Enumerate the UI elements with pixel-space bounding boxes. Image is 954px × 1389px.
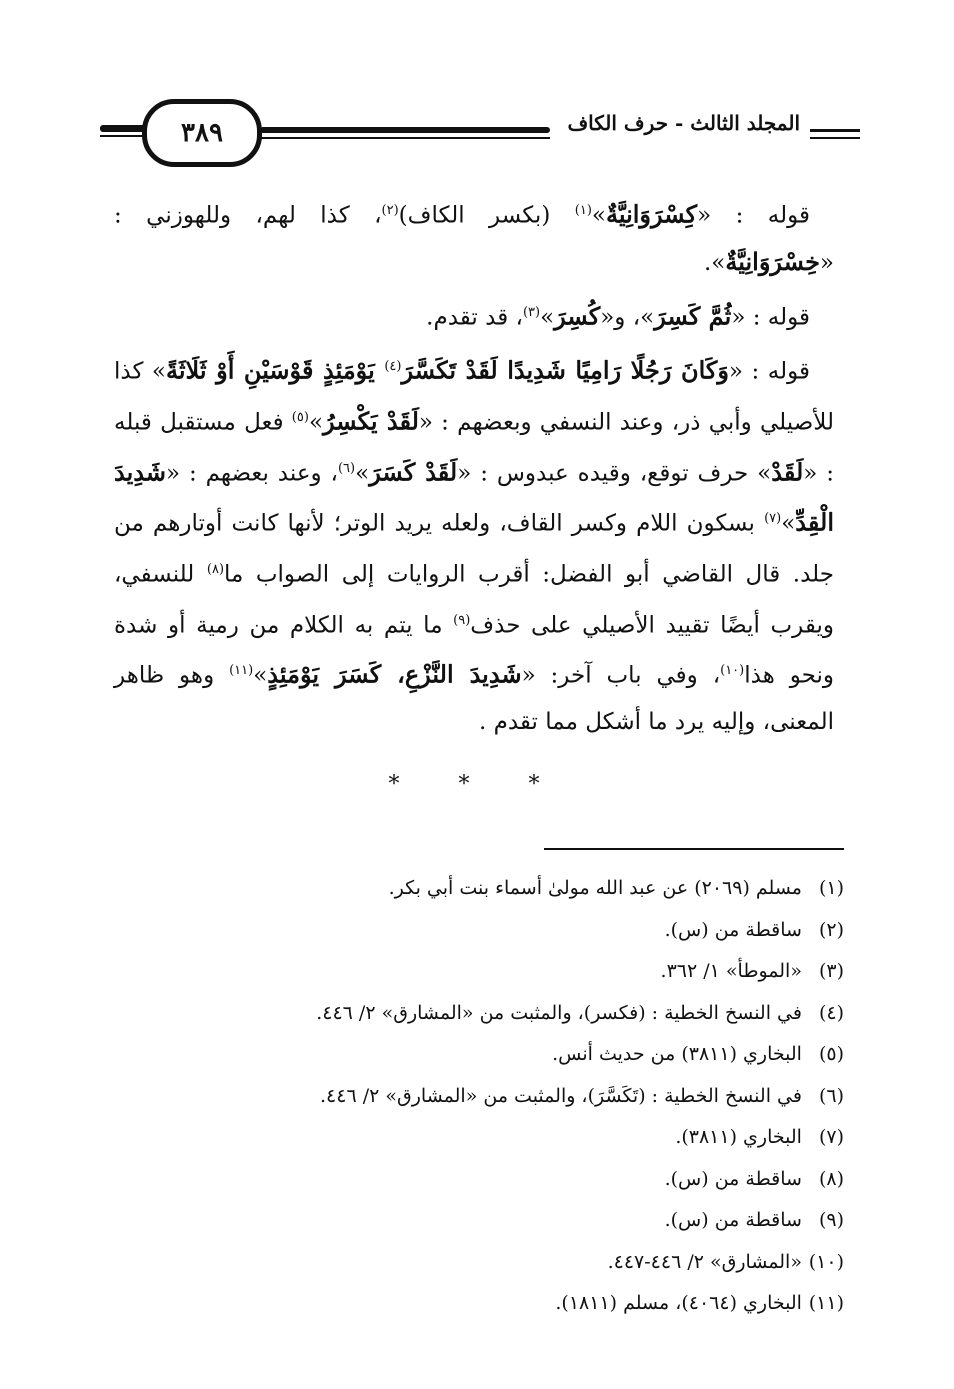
- footnote-number: (٧): [818, 1126, 844, 1148]
- text: ، كذا لهم، وللهوزني : «: [114, 202, 834, 276]
- footnote-item: [124, 1200, 844, 1242]
- text: بسكون اللام وكسر القاف، ولعله يريد الوتر؛ لأنها كانت أوتارهم من جلد. قال القاضي أبو الفضل: أقرب الروايات إلى الصواب ما: [114, 510, 835, 588]
- quoted-word: لَقَدْ: [771, 457, 804, 487]
- text: ، وفي باب آخر: «: [521, 662, 721, 689]
- footnote-ref: (١): [574, 203, 592, 218]
- page-header: [100, 95, 860, 165]
- text: »: [540, 304, 555, 331]
- text: »: [781, 510, 796, 537]
- footnote-text: «الموطأ» ١/ ٣٦٢.: [660, 960, 802, 982]
- text: ما يتم به الكلام من رمية أو شدة ونحو هذا: [114, 612, 834, 689]
- header-rule: [810, 129, 860, 132]
- footnote-ref: (٣): [522, 304, 541, 320]
- footnote-ref: (٦): [337, 460, 356, 476]
- footnote-item: [124, 910, 844, 952]
- quoted-word: وَكَانَ رَجُلًا رَامِيًا شَدِيدًا لَقَدْ تَكَسَّرَ: [401, 355, 729, 385]
- footnote-ref: (١١): [229, 663, 254, 679]
- footnote-number: (١٠): [808, 1250, 844, 1273]
- footnote-ref: (٤): [384, 359, 402, 375]
- footnote-number: (٢): [818, 918, 844, 941]
- footnote-item: [124, 993, 844, 1035]
- text: » كذا للأصيلي وأبي ذر، وعند النسفي وبعضهم : «: [114, 358, 834, 436]
- footnote-ref: (٧): [764, 511, 782, 527]
- text: قوله : «: [731, 304, 810, 331]
- footnote-ref: (٩): [453, 612, 471, 628]
- footnote-text: «المشارق» ٢/ ٤٤٦-٤٤٧.: [607, 1250, 802, 1273]
- main-text: [114, 188, 834, 749]
- paragraph-2: [114, 290, 834, 341]
- quoted-word: لَقَدْ يَكْسِرُ: [323, 406, 419, 436]
- text: »، و«: [600, 304, 655, 331]
- footnote-text: البخاري (٣٨١١).: [675, 1126, 802, 1148]
- header-rule: [260, 137, 550, 139]
- footnote-item: [124, 951, 844, 993]
- footnotes: [124, 868, 844, 1325]
- text: ، قد تقدم.: [426, 304, 523, 331]
- footnote-text: ساقطة من (س).: [664, 918, 802, 941]
- footnote-item: [124, 1242, 844, 1284]
- quoted-word: يَوْمَئِذٍ قَوْسَيْنِ أَوْ ثَلَاثَةً: [166, 355, 385, 385]
- paragraph-1: [114, 188, 834, 286]
- text: »: [355, 460, 370, 487]
- footnote-item: [124, 1034, 844, 1076]
- quoted-word: لَقَدْ كَسَرَ: [369, 457, 458, 487]
- footnote-text: البخاري (٣٨١١) من حديث أنس.: [552, 1043, 802, 1065]
- text: قوله : «: [728, 358, 810, 385]
- quoted-word: كِسْرَوَانِيَّةٌ: [605, 199, 698, 229]
- footnote-number: (٦): [818, 1084, 844, 1107]
- footnote-number: (٥): [818, 1043, 844, 1065]
- text: ».: [703, 249, 726, 276]
- footnote-text: ساقطة من (س).: [664, 1209, 802, 1231]
- header-rule: [260, 127, 550, 133]
- header-rule: [810, 137, 860, 139]
- text: »: [591, 202, 606, 229]
- footnote-number: (٤): [818, 1001, 844, 1024]
- footnote-item: [124, 868, 844, 910]
- section-separator: * * *: [388, 772, 566, 797]
- text: للنسفي، ويقرب أيضًا تقييد الأصيلي على حذف: [114, 561, 834, 639]
- text: ، وعند بعضهم : «: [165, 460, 338, 487]
- footnote-text: في النسخ الخطية : (فكسر)، والمثبت من «المشارق» ٢/ ٤٤٦.: [316, 1001, 802, 1024]
- quoted-word: خِسْرَوَانِيَّةٌ: [725, 246, 820, 276]
- running-head: المجلد الثالث - حرف الكاف: [567, 111, 800, 135]
- text: فعل مستقبل قبله : «: [114, 409, 835, 487]
- footnote-ref: (٥): [291, 409, 309, 425]
- footnote-number: (٣): [818, 960, 844, 982]
- footnote-number: (١١): [808, 1292, 844, 1314]
- footnote-text: البخاري (٤٠٦٤)، مسلم (١٨١١).: [555, 1292, 802, 1314]
- quoted-word: كُسِرَ: [554, 301, 601, 331]
- text: (بكسر الكاف): [398, 202, 575, 229]
- quoted-word: شَدِيدَ النَّزْعِ، كَسَرَ يَوْمَئِذٍ: [267, 659, 522, 689]
- footnote-number: (١): [818, 877, 844, 899]
- footnote-item: [124, 1283, 844, 1325]
- text: قوله : «: [697, 202, 810, 229]
- footnote-ref: (٢): [381, 203, 399, 218]
- footnote-item: [124, 1117, 844, 1159]
- quoted-word: شَدِيدَ الْقِدِّ: [114, 457, 834, 537]
- footnote-ref: (٨): [206, 561, 225, 577]
- footnote-text: في النسخ الخطية : (تَكَسَّرَ)، والمثبت من «المشارق» ٢/ ٤٤٦.: [319, 1084, 802, 1107]
- footnote-number: (٨): [818, 1167, 844, 1190]
- footnote-text: ساقطة من (س).: [664, 1167, 802, 1190]
- footnote-text: مسلم (٢٠٦٩) عن عبد الله مولىٰ أسماء بنت أبي بكر.: [388, 877, 802, 899]
- footnote-item: [124, 1076, 844, 1118]
- paragraph-3: [114, 344, 834, 745]
- footnote-rule: [544, 848, 844, 850]
- text: »: [253, 662, 268, 689]
- text: »: [308, 409, 324, 436]
- text: » حرف توقع، وقيده عبدوس : «: [457, 460, 772, 487]
- footnote-number: (٩): [818, 1209, 844, 1231]
- footnote-item: [124, 1159, 844, 1201]
- quoted-word: ثُمَّ كَسِرَ: [654, 301, 732, 331]
- footnote-ref: (١٠): [720, 663, 745, 679]
- text: وهو ظاهر المعنى، وإليه يرد ما أشكل مما تقدم .: [114, 662, 834, 735]
- page-number: ٣٨٩: [142, 99, 262, 167]
